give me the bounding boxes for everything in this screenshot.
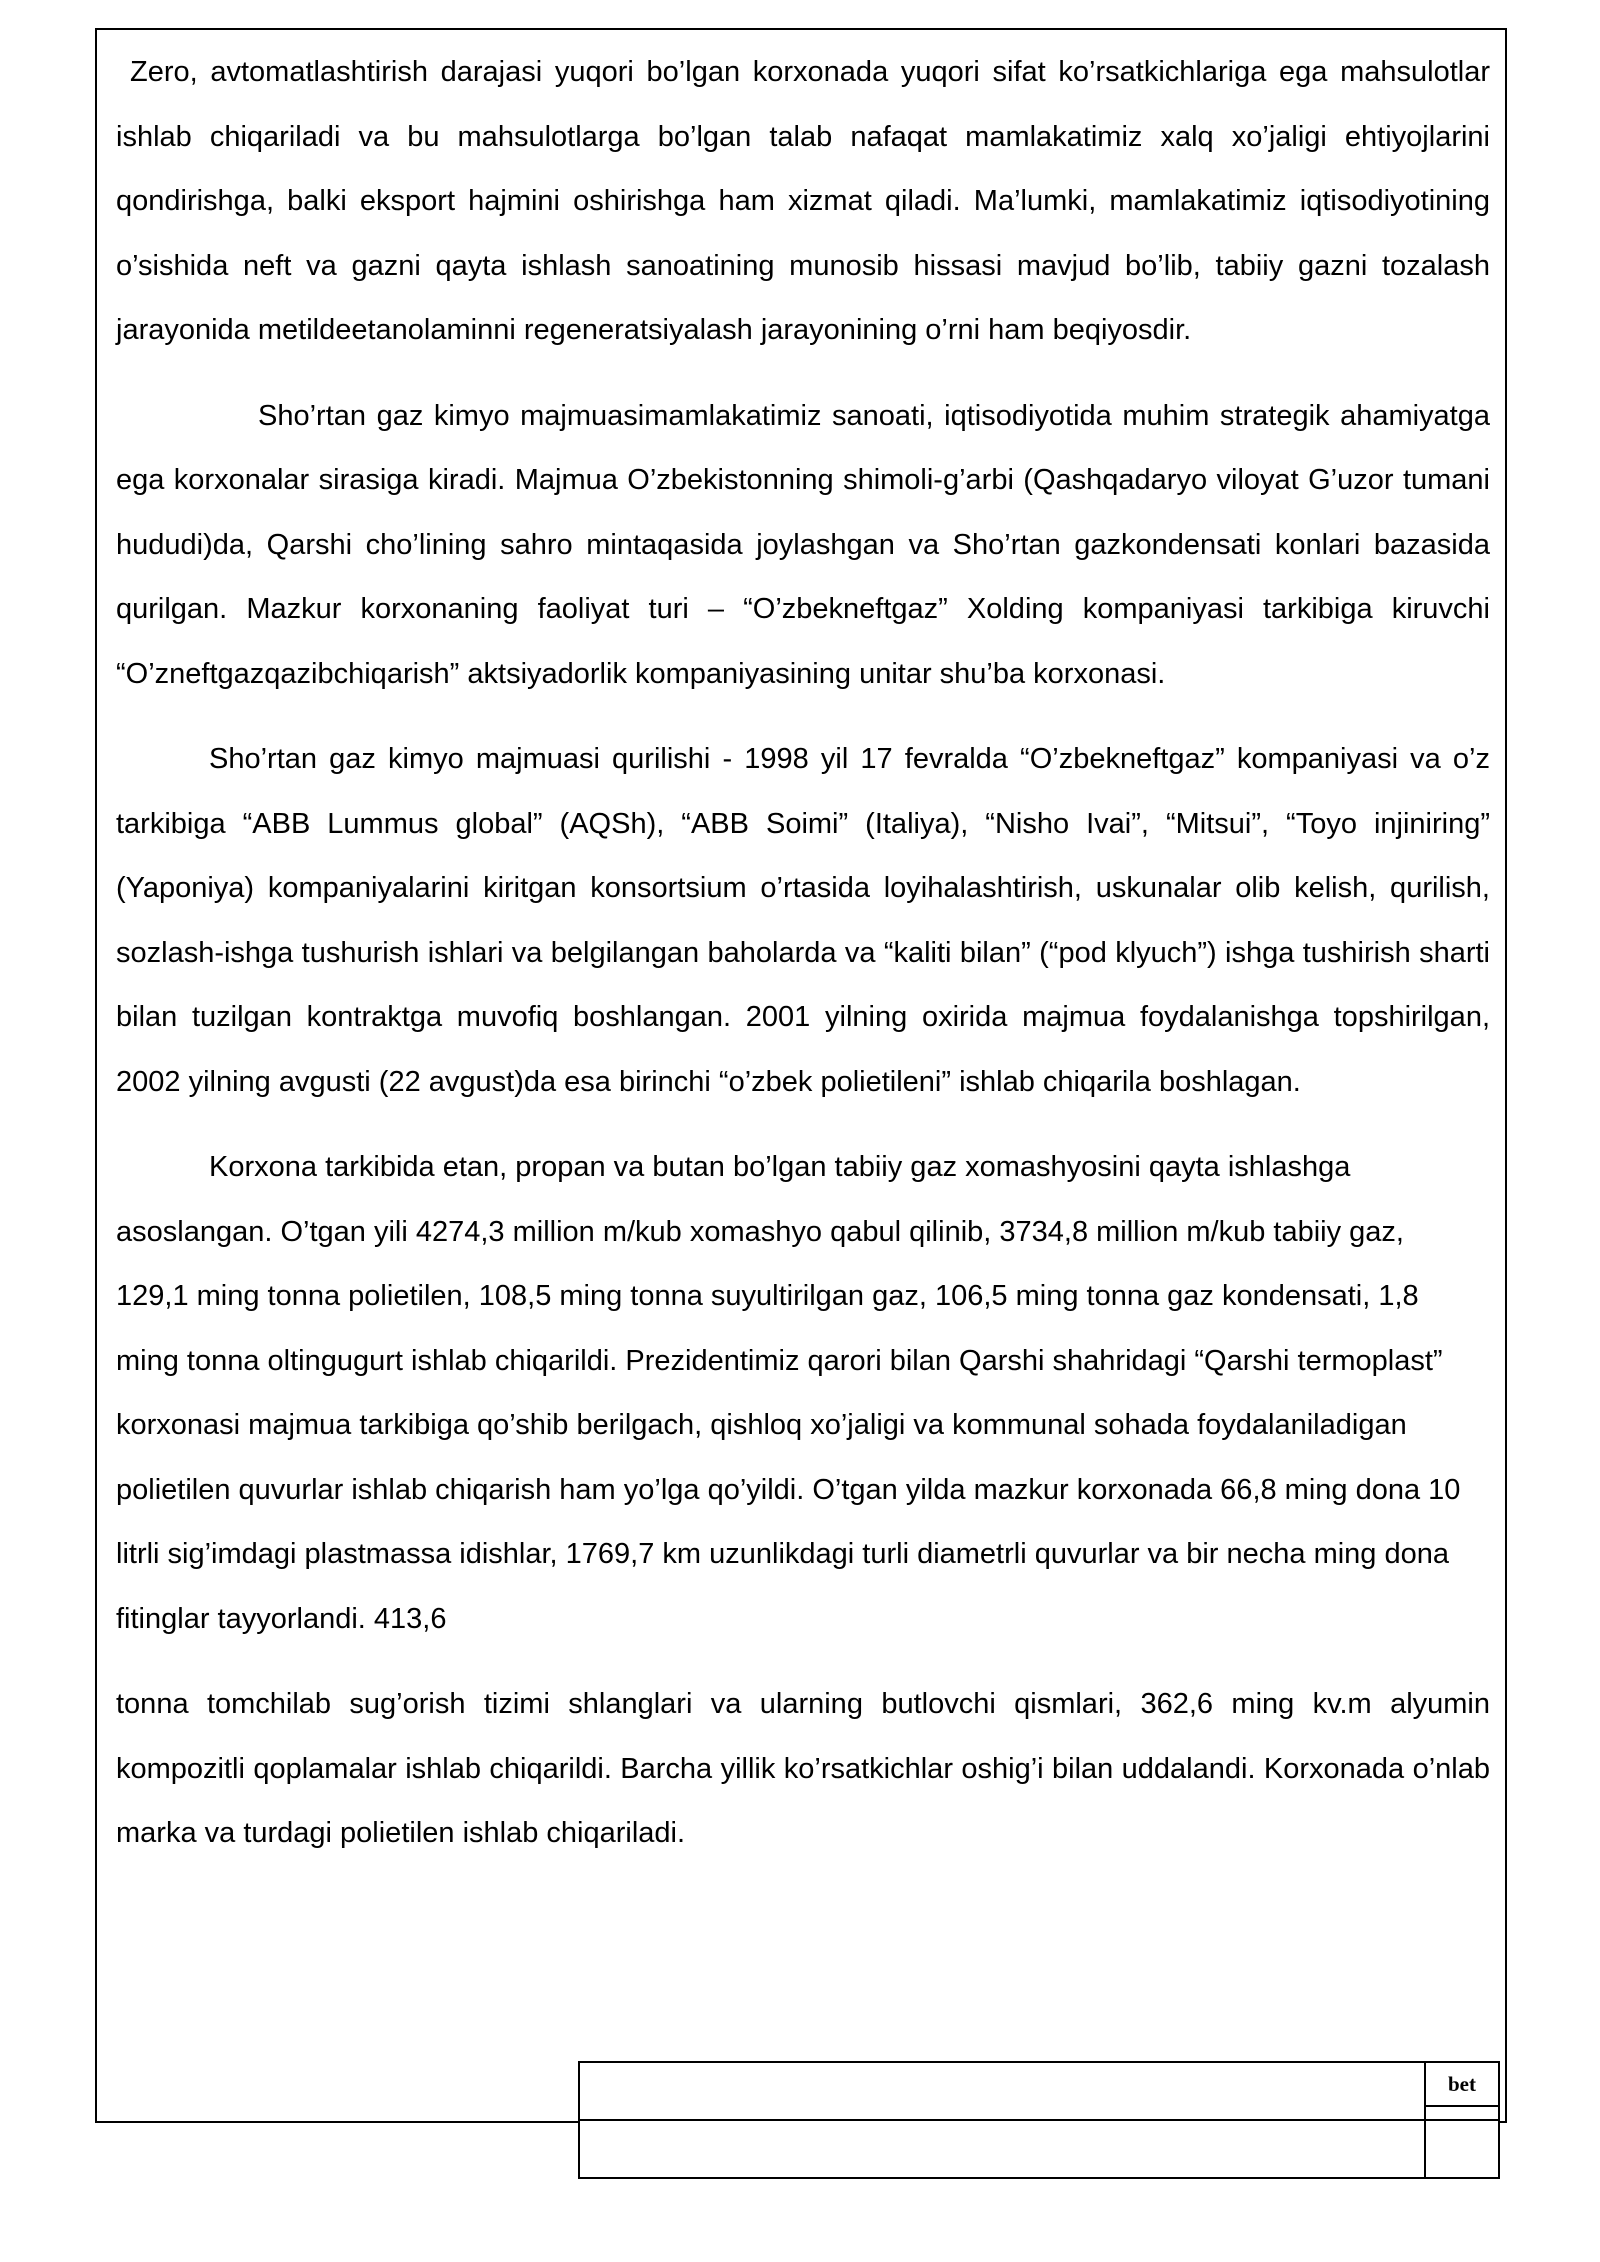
paragraph-1: Zero, avtomatlashtirish darajasi yuqori bo’lgan korxonada yuqori sifat ko’rsatkichlariga ega mahsulotlar ishlab chiqariladi va bu mahsulotlarga bo’lgan talab nafaqat mamlakatimiz xalq xo’jaligi ehtiyojlarini qondirishga, balki eksport hajmini oshirishga ham xizmat qiladi. Ma’lumki, mamlakatimiz iqtisodiyotining o’sishida neft va gazni qayta ishlash sanoatining munosib hissasi mavjud bo’lib, tabiiy gazni tozalash jarayonida metildeetanolaminni regeneratsiyalash jarayonining o’rni ham beqiyosdir. [116,56,1490,346]
title-block-stamp [578,2061,1500,2179]
page-label-cell: bet [1426,2063,1498,2107]
paragraph-2: Sho’rtan gaz kimyo majmuasimamlakatimiz sanoati, iqtisodiyotida muhim strategik ahamiyatga ega korxonalar sirasiga kiradi. Majmua O’zbekistonning shimoli-g’arbi (Qashqadaryo viloyat G’uzor tumani hududi)da, Qarshi cho’lining sahro mintaqasida joylashgan va Sho’rtan gazkondensati konlari bazasida qurilgan. Mazkur korxonaning faoliyat turi – “O’zbekneftgaz” Xolding kompaniyasi tarkibiga kiruvchi “O’zneftgazqazibchiqarish” aktsiyadorlik kompaniyasining unitar shu’ba korxonasi. [116,399,1490,690]
stamp-divider-horizontal [580,2119,1498,2121]
paragraph-5: tonna tomchilab sug’orish tizimi shlanglari va ularning butlovchi qismlari, 362,6 ming kv.m alyumin kompozitli qoplamalar ishlab chiqarildi. Barcha yillik ko’rsatkichlar oshig’i bilan uddalandi. Korxonada o’nlab marka va turdagi polietilen ishlab chiqariladi. [116,1688,1490,1849]
paragraph-4: Korxona tarkibida etan, propan va butan bo’lgan tabiiy gaz xomashyosini qayta ishlashga asoslangan. O’tgan yili 4274,3 million m/kub xomashyo qabul qilinib, 3734,8 million m/kub tabiiy gaz, 129,1 ming tonna polietilen, 108,5 ming tonna suyultirilgan gaz, 106,5 ming tonna gaz kondensati, 1,8 ming tonna oltingugurt ishlab chiqarildi. Prezidentimiz qarori bilan Qarshi shahridagi “Qarshi termoplast” korxonasi majmua tarkibiga qo’shib berilgach, qishloq xo’jaligi va kommunal sohada foydalaniladigan polietilen quvurlar ishlab chiqarish ham yo’lga qo’yildi. O’tgan yilda mazkur korxonada 66,8 ming dona 10 litrli sig’imdagi plastmassa idishlar, 1769,7 km uzunlikdagi turli diametrli quvurlar va bir necha ming dona fitinglar tayyorlandi. 413,6 [116,1151,1461,1635]
document-body [116,40,1490,1866]
paragraph-3: Sho’rtan gaz kimyo majmuasi qurilishi - 1998 yil 17 fevralda “O’zbekneftgaz” kompaniyasi va o’z tarkibiga “ABB Lummus global” (AQSh), “ABB Soimi” (Italiya), “Nisho Ivai”, “Mitsui”, “Toyo injiniring” (Yaponiya) kompaniyalarini kiritgan konsortsium o’rtasida loyihalashtirish, uskunalar olib kelish, qurilish, sozlash-ishga tushurish ishlari va belgilangan baholarda va “kaliti bilan” (“pod klyuch”) ishga tushirish sharti bilan tuzilgan kontraktga muvofiq boshlangan. 2001 yilning oxirida majmua foydalanishga topshirilgan, 2002 yilning avgusti (22 avgust)da esa birinchi “o’zbek polietileni” ishlab chiqarila boshlagan. [116,743,1490,1098]
